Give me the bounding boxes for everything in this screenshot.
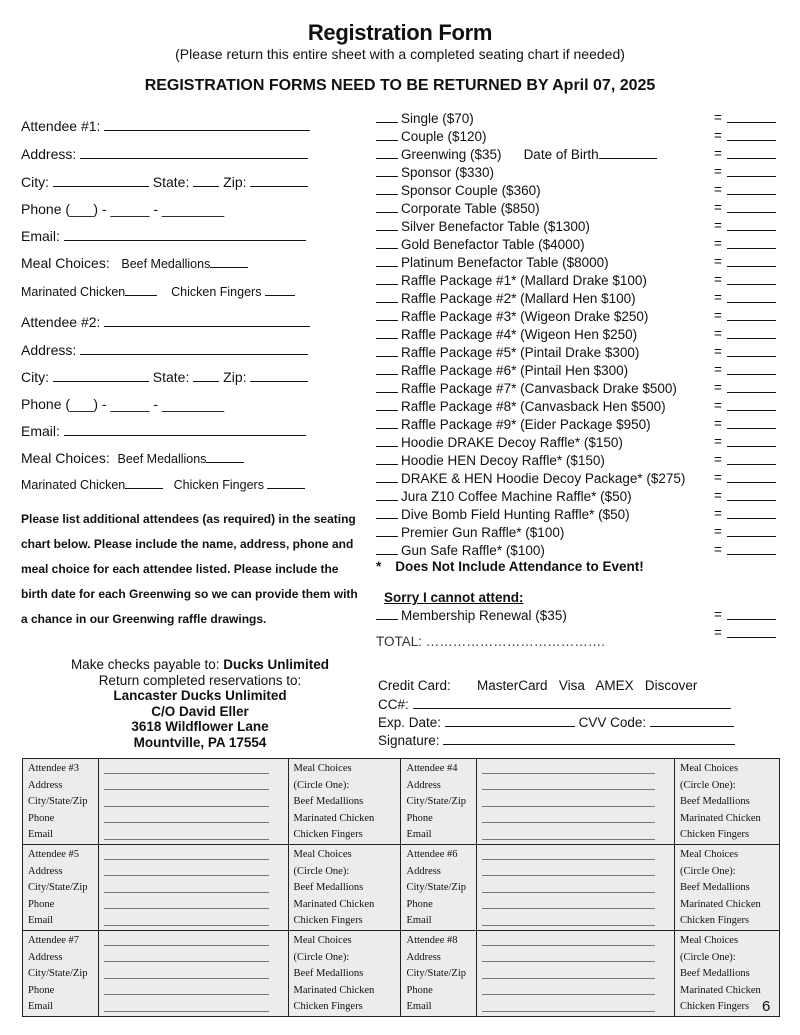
seating-input-line[interactable] [482,950,669,967]
membership-renewal-row: Membership Renewal ($35) = = [376,607,776,643]
order-item-label: Silver Benefactor Table ($1300) [401,219,590,234]
order-item-amount-field[interactable] [727,338,776,339]
order-item-row [376,254,776,272]
equals-sign: = [714,380,722,395]
equals-sign: = [714,524,722,539]
order-item-qty-field[interactable] [376,182,398,195]
meal-option[interactable]: Chicken Fingers [293,829,363,841]
meal-option[interactable]: Chicken Fingers [293,1001,363,1013]
meal-choices-cell [288,844,401,930]
meal-option[interactable]: Beef Medallions [293,968,364,980]
attendee-1-phone-field[interactable]: Phone (___) - _____ - ________ [21,201,225,217]
meal-choices-cell [288,930,401,1016]
seating-input-line[interactable] [482,847,669,864]
meal-option: (Circle One): [293,779,350,791]
seating-input-line[interactable] [104,847,283,864]
order-item-label: Dive Bomb Field Hunting Raffle* ($50) [401,507,630,522]
order-item-row [376,182,776,200]
equals-sign: = [714,452,722,467]
meal-option[interactable]: Marinated Chicken [680,984,761,996]
meal-option: Meal Choices [680,848,739,860]
cvv-field[interactable] [650,714,734,727]
attendee-2-state-field[interactable] [193,369,219,382]
seating-input-line[interactable] [104,778,283,795]
meal-option[interactable]: Beef Medallions [293,796,364,808]
attendee-fields-cell [477,759,675,845]
equals-sign: = [714,236,722,251]
order-item-row [376,272,776,290]
order-item-row [376,416,776,434]
seating-field-label: Email [406,1001,432,1013]
total-label: TOTAL: …………………………………. [376,634,606,649]
meal-option: Meal Choices [293,934,352,946]
attendee-2-zip-field[interactable] [250,369,308,382]
seating-input-line[interactable] [104,827,283,844]
order-item-label: Raffle Package #5* (Pintail Drake $300) [401,345,640,360]
seating-field-label: City/State/Zip [28,882,88,894]
equals-sign: = [714,146,722,161]
exp-date-field[interactable] [445,714,575,727]
seating-instructions: Please list additional attendees (as required) in the seating chart below. Please include the name, address, phone and meal choice for each attendee listed. Please include the birth date for each Greenwing so we can provide them with a chance in our Greenwing raffle drawings. [21,512,358,626]
equals-sign: = [714,164,722,179]
seating-input-line[interactable] [104,897,283,914]
attendee-labels-cell [401,930,477,1016]
order-item-amount-field[interactable] [727,500,776,501]
mailing-city: Mountville, PA 17554 [133,734,267,750]
attendee-1-address-row: Address: [21,146,308,162]
order-item-row [376,200,776,218]
return-to-label: Return completed reservations to: [98,672,302,688]
order-item-qty-field[interactable] [376,218,398,231]
mailing-care-of: C/O David Eller [151,703,249,719]
meal-choices-cell [675,844,780,930]
order-item-qty-field[interactable] [376,290,398,303]
equals-sign: = [714,218,722,233]
seating-field-label: Address [406,779,441,791]
page-number: 6 [762,998,771,1015]
order-item-label: Raffle Package #8* (Canvasback Hen $500) [401,399,666,414]
order-item-amount-field[interactable] [727,158,776,159]
attendee-2-beef-field[interactable] [206,450,244,463]
order-item-qty-field[interactable] [376,416,398,429]
seating-field-label: City/State/Zip [406,882,466,894]
seating-field-label: Email [406,829,432,841]
order-item-label: DRAKE & HEN Hoodie Decoy Package* ($275) [401,471,686,486]
order-item-row [376,344,776,362]
attendee-1-meal-row-2: Marinated Chicken Chicken Fingers [21,283,295,299]
order-items-list [376,110,776,560]
attendee-2-name-field[interactable] [104,314,310,327]
seating-field-label: Phone [406,898,433,910]
order-item-qty-field[interactable] [376,146,398,159]
order-item-row [376,452,776,470]
order-item-qty-field[interactable] [376,362,398,375]
order-item-qty-field[interactable] [376,470,398,483]
order-item-label: Hoodie DRAKE Decoy Raffle* ($150) [401,435,623,450]
attendee-number-label: Attendee #5 [28,848,80,860]
seating-input-line[interactable] [482,778,669,795]
order-item-row [376,326,776,344]
attendee-labels-cell [401,844,477,930]
cannot-attend-heading: Sorry I cannot attend: [384,590,524,605]
order-item-label: Single ($70) [401,111,474,126]
equals-sign: = [714,128,722,143]
deadline-notice: REGISTRATION FORMS NEED TO BE RETURNED BY April 07, 2025 [144,77,656,94]
equals-sign: = [714,488,722,503]
meal-option[interactable]: Chicken Fingers [680,915,750,927]
equals-sign: = [714,308,722,323]
mailing-info [40,657,360,750]
order-item-amount-field[interactable] [727,536,776,537]
order-item-amount-field[interactable] [727,230,776,231]
order-item-label: Raffle Package #9* (Eider Package $950) [401,417,651,432]
attendee-1-meal-row: Meal Choices: Beef Medallions [21,255,248,271]
seating-field-label: Email [28,1001,54,1013]
order-item-row [376,380,776,398]
attendee-1-chicken-field[interactable] [125,283,157,296]
attendee-labels-cell [23,844,99,930]
equals-sign: = [714,398,722,413]
meal-option: Meal Choices [680,763,739,774]
footnote: * Does Not Include Attendance to Event! [376,559,644,574]
order-item-label: Jura Z10 Coffee Machine Raffle* ($50) [401,489,632,504]
order-item-qty-field[interactable] [376,542,398,555]
attendee-fields-cell [98,759,288,845]
seating-field-label: Phone [28,984,55,996]
order-item-amount-field[interactable] [727,428,776,429]
order-item-label: Sponsor ($330) [401,165,495,180]
order-item-qty-field[interactable] [376,254,398,267]
attendee-2-fingers-field[interactable] [267,476,305,489]
order-item-amount-field[interactable] [727,302,776,303]
seating-field-label: Address [28,779,63,791]
attendee-2-address-field[interactable] [80,342,308,355]
order-item-qty-field[interactable] [376,326,398,339]
signature-field[interactable] [443,732,735,745]
order-item-amount-field[interactable] [727,392,776,393]
order-item-row [376,398,776,416]
subtotal-amount-field[interactable] [727,637,776,638]
seating-input-line[interactable] [104,761,283,778]
order-item-qty-field[interactable] [376,344,398,357]
order-item-qty-field[interactable] [376,128,398,141]
seating-input-line[interactable] [104,983,283,1000]
order-item-label: Gun Safe Raffle* ($100) [401,543,545,558]
seating-row [23,930,780,1016]
order-item-amount-field[interactable] [727,284,776,285]
seating-input-line[interactable] [104,864,283,881]
equals-sign: = [714,470,722,485]
seating-field-label: Email [28,829,54,841]
order-item-qty-field[interactable] [376,524,398,537]
order-item-amount-field[interactable] [727,446,776,447]
signature-row: Signature: [378,732,735,748]
order-item-amount-field[interactable] [727,212,776,213]
equals-sign: = [714,542,722,557]
equals-sign: = [714,362,722,377]
order-item-row [376,290,776,308]
attendee-2-address-row: Address: [21,342,308,358]
seating-input-line[interactable] [482,794,669,811]
order-item-amount-field[interactable] [727,248,776,249]
attendee-fields-cell [477,930,675,1016]
seating-input-line[interactable] [104,966,283,983]
order-item-label: Hoodie HEN Decoy Raffle* ($150) [401,453,605,468]
equals-sign: = [714,254,722,269]
attendee-number-label: Attendee #3 [28,763,80,774]
order-item-amount-field[interactable] [727,374,776,375]
checks-payable-line: Make checks payable to: Ducks Unlimited [70,657,330,672]
order-item-row [376,470,776,488]
attendee-labels-cell [23,930,99,1016]
order-item-row [376,110,776,128]
attendee-1-state-field[interactable] [193,174,219,187]
order-item-label: Raffle Package #3* (Wigeon Drake $250) [401,309,649,324]
meal-option: (Circle One): [293,951,350,963]
order-item-row [376,146,776,164]
order-item-row [376,542,776,560]
order-item-amount-field[interactable] [727,320,776,321]
order-item-row [376,236,776,254]
seating-input-line[interactable] [482,761,669,778]
date-of-birth-label: Date of Birth [523,147,599,162]
order-item-label: Raffle Package #2* (Mallard Hen $100) [401,291,636,306]
attendee-number-label: Attendee #6 [406,848,458,860]
cc-number-row: CC#: [378,696,731,712]
seating-row [23,759,780,845]
page-title: Registration Form [307,20,493,45]
order-item-qty-field[interactable] [376,308,398,321]
seating-field-label: Phone [406,812,433,824]
attendee-1-email-field[interactable] [64,228,306,241]
order-item-amount-field[interactable] [727,266,776,267]
attendee-fields-cell [477,844,675,930]
seating-row [23,844,780,930]
attendee-2-chicken-field[interactable] [125,476,163,489]
order-item-amount-field[interactable] [727,356,776,357]
equals-sign: = [714,416,722,431]
mailing-org: Lancaster Ducks Unlimited [113,688,287,703]
meal-option[interactable]: Marinated Chicken [680,898,761,910]
order-item-amount-field[interactable] [727,140,776,141]
order-item-row [376,506,776,524]
equals-sign: = [714,290,722,305]
equals-sign: = [714,272,722,287]
membership-qty-field[interactable] [376,607,398,620]
attendee-number-label: Attendee #8 [406,934,458,946]
seating-input-line[interactable] [482,811,669,828]
attendee-1-name-field[interactable] [104,118,310,131]
order-item-label: Raffle Package #4* (Wigeon Hen $250) [401,327,638,342]
seating-chart-table [22,758,780,1017]
order-item-label: Gold Benefactor Table ($4000) [401,237,585,252]
order-item-row [376,128,776,146]
meal-option: (Circle One): [680,865,736,877]
order-item-qty-field[interactable] [376,434,398,447]
seating-input-line[interactable] [482,999,669,1016]
attendee-fields-cell [98,844,288,930]
meal-choices-cell [675,759,780,845]
order-item-row [376,218,776,236]
attendee-1-city-row: City: State: Zip: [21,174,308,190]
seating-field-label: Phone [28,898,55,910]
seating-field-label: Phone [406,984,433,996]
seating-field-label: City/State/Zip [406,968,466,980]
seating-field-label: Email [28,915,54,927]
meal-option[interactable]: Beef Medallions [293,882,364,894]
seating-input-line[interactable] [482,913,669,930]
order-item-amount-field[interactable] [727,464,776,465]
order-item-qty-field[interactable] [376,506,398,519]
seating-input-line[interactable] [482,983,669,1000]
seating-field-label: Phone [28,812,55,824]
membership-amount-field[interactable] [727,619,776,620]
order-item-row [376,488,776,506]
equals-sign: = [714,182,722,197]
order-item-qty-field[interactable] [376,380,398,393]
seating-field-label: City/State/Zip [28,796,88,808]
seating-input-line[interactable] [104,794,283,811]
seating-field-label: Email [406,915,432,927]
meal-option[interactable]: Marinated Chicken [680,812,761,824]
order-item-amount-field[interactable] [727,410,776,411]
attendee-labels-cell [23,759,99,845]
seating-field-label: Address [406,951,441,963]
order-item-label: Greenwing ($35) [401,147,502,162]
order-item-row [376,362,776,380]
order-item-qty-field[interactable] [376,452,398,465]
order-item-label: Corporate Table ($850) [401,201,540,216]
seating-field-label: Address [406,865,441,877]
order-item-row [376,524,776,542]
seating-field-label: Address [28,865,63,877]
meal-option[interactable]: Chicken Fingers [293,915,363,927]
order-item-label: Raffle Package #1* (Mallard Drake $100) [401,273,647,288]
order-item-amount-field[interactable] [727,518,776,519]
meal-option[interactable]: Chicken Fingers [680,829,750,841]
order-item-amount-field[interactable] [727,554,776,555]
seating-input-line[interactable] [482,966,669,983]
order-item-qty-field[interactable] [376,164,398,177]
meal-option[interactable]: Beef Medallions [680,796,750,808]
seating-input-line[interactable] [104,913,283,930]
cc-number-field[interactable] [413,696,731,709]
seating-input-line[interactable] [104,811,283,828]
seating-input-line[interactable] [482,897,669,914]
equals-sign: = [714,110,722,125]
seating-input-line[interactable] [104,880,283,897]
order-item-label: Couple ($120) [401,129,487,144]
card-type-options[interactable]: MasterCard Visa AMEX Discover [477,678,698,693]
order-item-label: Raffle Package #6* (Pintail Hen $300) [401,363,629,378]
meal-option: Meal Choices [293,763,352,774]
seating-field-label: Address [28,951,63,963]
meal-option: Meal Choices [680,934,739,946]
attendee-2-name-row: Attendee #2: [21,314,310,330]
attendee-2-email-row: Email: [21,423,306,439]
order-item-qty-field[interactable] [376,398,398,411]
attendee-2-city-field[interactable] [53,369,149,382]
equals-sign: = [714,344,722,359]
equals-sign: = [714,506,722,521]
seating-field-label: City/State/Zip [28,968,88,980]
equals-sign: = [714,326,722,341]
credit-card-row: Credit Card: MasterCard Visa AMEX Discover [378,678,698,693]
attendee-number-label: Attendee #7 [28,934,80,946]
attendee-fields-cell [98,930,288,1016]
exp-cvv-row: Exp. Date: CVV Code: [378,714,734,730]
seating-input-line[interactable] [104,999,283,1016]
meal-choices-cell [288,759,401,845]
meal-option: Meal Choices [293,848,352,860]
meal-option[interactable]: Marinated Chicken [293,984,375,996]
meal-option[interactable]: Chicken Fingers [680,1001,750,1013]
attendee-1-zip-field[interactable] [250,174,308,187]
meal-option[interactable]: Marinated Chicken [293,812,375,824]
attendee-1-email-row: Email: [21,228,306,244]
order-item-row [376,308,776,326]
seating-input-line[interactable] [482,864,669,881]
attendee-1-address-field[interactable] [80,146,308,159]
order-item-qty-field[interactable] [376,272,398,285]
meal-option[interactable]: Beef Medallions [680,882,750,894]
order-item-qty-field[interactable] [376,110,398,123]
order-item-label: Sponsor Couple ($360) [401,183,541,198]
order-item-label: Raffle Package #7* (Canvasback Drake $500) [401,381,677,396]
order-item-qty-field[interactable] [376,488,398,501]
order-item-amount-field[interactable] [727,176,776,177]
order-item-amount-field[interactable] [727,194,776,195]
attendee-number-label: Attendee #4 [406,763,458,774]
attendee-2-meal-row: Meal Choices: Beef Medallions [21,450,244,466]
seating-input-line[interactable] [104,933,283,950]
meal-option[interactable]: Marinated Chicken [293,898,375,910]
seating-input-line[interactable] [482,880,669,897]
order-item-amount-field[interactable] [727,122,776,123]
seating-input-line[interactable] [104,950,283,967]
seating-field-label: City/State/Zip [406,796,466,808]
date-of-birth-field[interactable] [599,146,657,159]
equals-sign: = [714,200,722,215]
order-item-label: Premier Gun Raffle* ($100) [401,525,565,540]
meal-option: (Circle One): [680,951,736,963]
attendee-1-name-row: Attendee #1: [21,118,310,134]
order-item-qty-field[interactable] [376,236,398,249]
page-subtitle: (Please return this entire sheet with a completed seating chart if needed) [175,46,625,62]
attendee-2-city-row: City: State: Zip: [21,369,308,385]
order-item-qty-field[interactable] [376,200,398,213]
seating-input-line[interactable] [482,827,669,844]
meal-option: (Circle One): [680,779,736,791]
seating-input-line[interactable] [482,933,669,950]
order-item-amount-field[interactable] [727,482,776,483]
mailing-street: 3618 Wildflower Lane [131,719,269,734]
attendee-2-meal-row-2: Marinated Chicken Chicken Fingers [21,476,305,492]
attendee-labels-cell [401,759,477,845]
meal-option: (Circle One): [293,865,350,877]
attendee-1-city-field[interactable] [53,174,149,187]
meal-option[interactable]: Beef Medallions [680,968,750,980]
order-item-label: Platinum Benefactor Table ($8000) [401,255,609,270]
attendee-2-email-field[interactable] [64,423,306,436]
order-item-row [376,434,776,452]
attendee-1-fingers-field[interactable] [265,283,295,296]
equals-sign: = [714,434,722,449]
attendee-2-phone-field[interactable]: Phone (___) - _____ - ________ [21,396,225,412]
attendee-1-beef-field[interactable] [210,255,248,268]
order-item-row [376,164,776,182]
